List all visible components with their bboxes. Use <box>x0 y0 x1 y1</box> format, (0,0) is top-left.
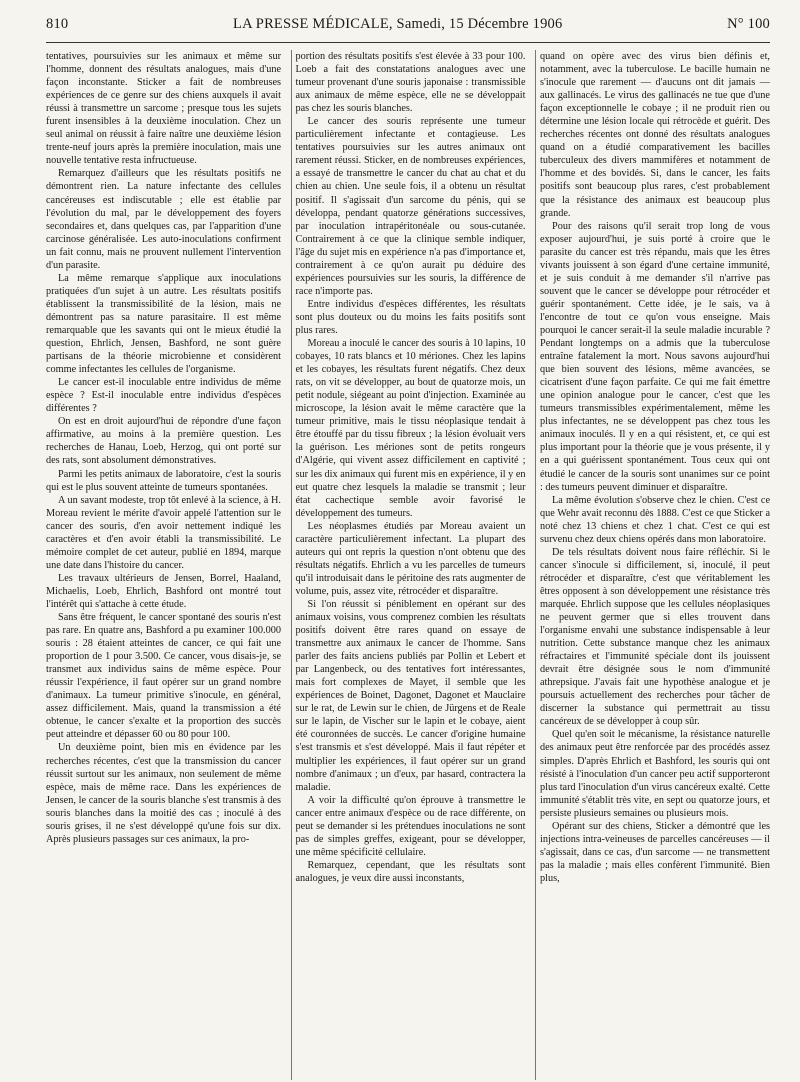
paragraph: De tels résultats doivent nous faire réfléchir. Si le cancer s'inocule si difficilement, si, inoculé, il peut rétrocéder et disparaître, c'est que véritablement les êtres opposent à son développement une résistance très marquée. Ehrlich suppose que les cellules néoplasiques ne peuvent germer que si elles trouvent dans l'organisme envahi une substance indispensable à leur nutrition. Cette substance manque chez les animaux réfractaires et l'immunité spéciale dont ils jouissent devrait être désignée sous le nom d'immunité athrepsique. J'avais fait une hypothèse analogue et je poursuis actuellement des recherches pour tâcher de discerner la substance qui permettrait au tissu cancéreux de se développer à coup sûr. <box>540 546 770 728</box>
column-2 <box>291 50 526 1080</box>
paragraph: A un savant modeste, trop tôt enlevé à la science, à H. Moreau revient le mérite d'avoir appelé l'attention sur le cancer des souris, d'en avoir nettement indiqué les caractères et d'en avoir établi la transmissibilité. Le mémoire complet de cet auteur, publié en 1894, marque une date dans l'histoire du cancer. <box>46 494 281 571</box>
paragraph: quand on opère avec des virus bien définis et, notamment, avec la tuberculose. Le bacille humain ne s'inocule que rarement — d'aucuns ont dit jamais — aux gallinacés. Le virus des gallinacés ne tue que d'une façon exceptionnelle le cobaye ; il ne produit rien ou détermine une lésion locale qui rétrocède et guérit. Des recherches récentes ont donné des résultats analogues quand on a étudié comparativement les bacilles tuberculeux des divers mammifères et notamment de l'homme et des bovidés. Si, dans le cancer, les faits positifs sont beaucoup plus rares, c'est probablement que la résistance des animaux est beaucoup plus grande. <box>540 51 770 219</box>
paragraph: La même remarque s'applique aux inoculations pratiquées d'un sujet à un autre. Les résultats positifs établissent la transmissibilité de la lésion, mais ne démontrent pas sa nature parasitaire. Il est même remarquable que les savants qui ont le mieux étudié la question, Ehrlich, Jensen, Bashford, ne sont guère partisans de la théorie microbienne et considèrent comme infectantes les cellules de l'organisme. <box>46 272 281 376</box>
paragraph: Le cancer des souris représente une tumeur particulièrement infectante et contagieuse. Les tentatives poursuivies sur les autres animaux ont rarement réussi. Sticker, en de nombreuses expériences, a essayé de transmettre le cancer du chat au chat et du chien au chien. Une seule fois, il a obtenu un résultat positif. Il s'agissait d'un sarcome du pénis, qui se développa, pendant quatorze générations successives, par inoculation intrapéritonéale ou sous-cutanée. Contrairement à ce que la clinique semble indiquer, l'âge du sujet mis en expérience n'a pas d'importance et, contrairement à ce qu'on aurait pu déduire des expériences poursuivies sur les souris, la différence de race n'importe pas. <box>295 116 526 297</box>
paragraph: Quel qu'en soit le mécanisme, la résistance naturelle des animaux peut être renforcée par des procédés assez simples. D'après Ehrlich et Bashford, les souris qui ont résisté à l'inoculation d'un cancer peu actif supporteront plus tard l'inoculation d'un virus cancéreux exalté. Cette immunité s'établit très vite, en sept ou quatorze jours, et persiste plusieurs semaines ou plusieurs mois. <box>540 729 770 819</box>
paragraph: Parmi les petits animaux de laboratoire, c'est la souris qui est le plus souvent atteinte de tumeurs spontanées. <box>46 468 281 493</box>
paragraph: A voir la difficulté qu'on éprouve à transmettre le cancer entre animaux d'espèce ou de race différente, on peut se demander si les prétendues inoculations ne sont pas de simples greffes, exigeant, pour se développer, une même spécificité cellulaire. <box>295 794 526 858</box>
journal-title: LA PRESSE MÉDICALE, Samedi, 15 Décembre 1906 <box>233 16 563 32</box>
page-number: 810 <box>46 16 69 32</box>
issue-number: N° 100 <box>727 16 770 32</box>
paragraph: Les travaux ultérieurs de Jensen, Borrel, Haaland, Michaelis, Loeb, Ehrlich, Bashford ont montré tout l'intérêt qui s'attache à cette étude. <box>46 572 281 610</box>
header-rule <box>46 42 770 43</box>
article-body <box>46 50 770 1080</box>
column-3 <box>535 50 770 1080</box>
column-1 <box>46 50 281 1080</box>
paragraph: Sans être fréquent, le cancer spontané des souris n'est pas rare. En quatre ans, Bashford a pu examiner 100.000 souris : 28 étaient atteintes de cancer, ce qui fait une proportion de 1 pour 3.500. Ce cancer, vous disais-je, se transmet aux individus sains de même espèce. Pour réussir l'expérience, il faut opérer sur un grand nombre d'animaux. La tumeur primitive s'inocule, en général, assez difficilement. Mais, quand la transmission a été obtenue, le cancer s'exalte et la proportion des succès peut atteindre et dépasser 60 ou 80 pour 100. <box>46 612 281 741</box>
paragraph: La même évolution s'observe chez le chien. C'est ce que Wehr avait reconnu dès 1888. C'est ce que Sticker a noté chez 13 chiens et chez 1 chat. C'est ce qui est survenu chez deux chiens opérés dans mon laboratoire. <box>540 494 770 545</box>
paragraph: tentatives, poursuivies sur les animaux et même sur l'homme, donnent des résultats analogues, mais d'une façon inconstante. Sticker a fait de nombreuses expériences de ce genre sur des chiens auxquels il avait réussi à transmettre un sarcome ; presque tous les sujets furent insensibles à la deuxième inoculation. Chez un seul animal on réussit à faire naître une deuxième lésion trente-neuf jours après la première inoculation, mais une nouvelle tentative resta infructueuse. <box>46 51 281 167</box>
paragraph: Remarquez, cependant, que les résultats sont analogues, je veux dire aussi inconstants, <box>295 859 526 884</box>
paragraph: Les néoplasmes étudiés par Moreau avaient un caractère particulièrement infectant. La plupart des auteurs qui ont repris la question n'ont obtenu que des résultats négatifs. Ehrlich a vu les parcelles de tumeurs qu'il introduisait dans le péritoine des rats augmenter de volume, puis, assez vite, rétrocéder et disparaître. <box>295 520 526 597</box>
paragraph: Opérant sur des chiens, Sticker a démontré que les injections intra-veineuses de parcelles cancéreuses — il s'agissait, dans ce cas, d'un sarcome — ne transmettent pas la maladie ; mais elles confèrent l'immunité. Bien plus, <box>540 820 770 884</box>
page-header <box>46 16 770 38</box>
paragraph: Moreau a inoculé le cancer des souris à 10 lapins, 10 cobayes, 10 rats blancs et 10 mériones. Chez les lapins et les cobayes, les résultats furent négatifs. Chez deux rats, on vit se développer, au bout de quatorze mois, un petit nodule, siégeant au point d'injection. Examinée au microscope, la lésion avait le même caractère que la tumeur primitive, mais le tissu néoplasique tendait à être étouffé par du tissu fibreux ; la lésion évoluait vers la guérison. Les mériones sont de petits rongeurs d'Algérie, qui vivent assez difficilement en captivité ; sur les dix animaux qui furent mis en expérience, il y en eut quatre chez lesquels la maladie se transmit ; leur état cachectique semble avoir favorisé le développement des tumeurs. <box>295 338 526 519</box>
paragraph: portion des résultats positifs s'est élevée à 33 pour 100. Loeb a fait des constatations analogues avec une tumeur provenant d'une souris japonaise : transmissible aux animaux de même espèce, elle ne se développait pas chez les souris blanches. <box>295 51 526 115</box>
paragraph: On est en droit aujourd'hui de répondre d'une façon affirmative, au moins à la première question. Les recherches de Hanau, Loeb, Herzog, qui ont porté sur des rats, sont absolument démonstratives. <box>46 416 281 467</box>
paragraph: Remarquez d'ailleurs que les résultats positifs ne démontrent rien. La nature infectante des cellules cancéreuses est indiscutable ; elle est établie par l'évolution du mal, par le développement des foyers secondaires et, dans quelques cas, par l'apparition d'une carcinose généralisée. Les auto-inoculations confirment un fait connu, mais ne prouvent nullement l'intervention d'un parasite. <box>46 168 281 271</box>
paragraph: Pour des raisons qu'il serait trop long de vous exposer aujourd'hui, je suis porté à croire que le parasite du cancer est très répandu, mais que les êtres vivants jouissent à son égard d'une certaine immunité, et je suis conduit à me demander s'il n'arrive pas souvent que le cancer se développe pour rétrocéder et guérir spontanément. Cette idée, je le sais, va à l'encontre de tout ce qu'on vous enseigne. Mais pourquoi le cancer serait-il la seule maladie incurable ? Pendant longtemps on a admis que la tuberculose entraîne fatalement la mort. Nous savons aujourd'hui que bien souvent des lésions, même avancées, se cicatrisent d'une façon parfaite. Ce qui me fait émettre une opinion analogue pour le cancer, c'est que les tumeurs transmissibles expérimentalement, même les plus infectantes, ne se développent pas chez tous les animaux inoculés. Il y en a qui résistent, et, ce qui est plus important pour la théorie que je vous présente, il y en a qui guérissent spontanément. Tous ceux qui ont étudié le cancer de la souris sont unanimes sur ce point : des tumeurs peuvent diminuer et disparaître. <box>540 220 770 493</box>
paragraph: Entre individus d'espèces différentes, les résultats sont plus douteux ou du moins les faits positifs sont plus rares. <box>295 298 526 336</box>
paragraph: Un deuxième point, bien mis en évidence par les recherches récentes, c'est que la transmission du cancer réussit surtout sur les animaux, non seulement de même espèce, mais de même race. Dans les expériences de Jensen, le cancer de la souris blanche s'est transmis à des souris blanches dans la moitié des cas ; inoculé à des souris grises, il ne s'est développé qu'une fois sur dix. Après plusieurs passages sur ces animaux, la pro- <box>46 742 281 845</box>
paragraph: Si l'on réussit si péniblement en opérant sur des animaux voisins, vous comprenez combien les résultats positifs doivent être rares quand on essaye de transmettre aux animaux le cancer de l'homme. Sans parler des faits anciens publiés par Pollin et Lebert et par Langenbeck, ou des tentatives fort intéressantes, mais fort complexes de Mayet, il semble que les expériences de Boinet, Dagonet, Dagonet et Mauclaire sur le rat, de Lewin sur le chien, de Jürgens et de Reale sur le lapin, de Vischer sur le lapin et le cobaye, aient été couronnées de succès. Le cancer d'origine humaine s'est transmis et s'est développé. Mais il faut répéter et multiplier les expériences, il faut opérer sur un grand nombre d'animaux ; un d'eux, par hasard, contractera la maladie. <box>295 598 526 793</box>
paragraph: Le cancer est-il inoculable entre individus de même espèce ? Est-il inoculable entre individus d'espèces différentes ? <box>46 377 281 415</box>
